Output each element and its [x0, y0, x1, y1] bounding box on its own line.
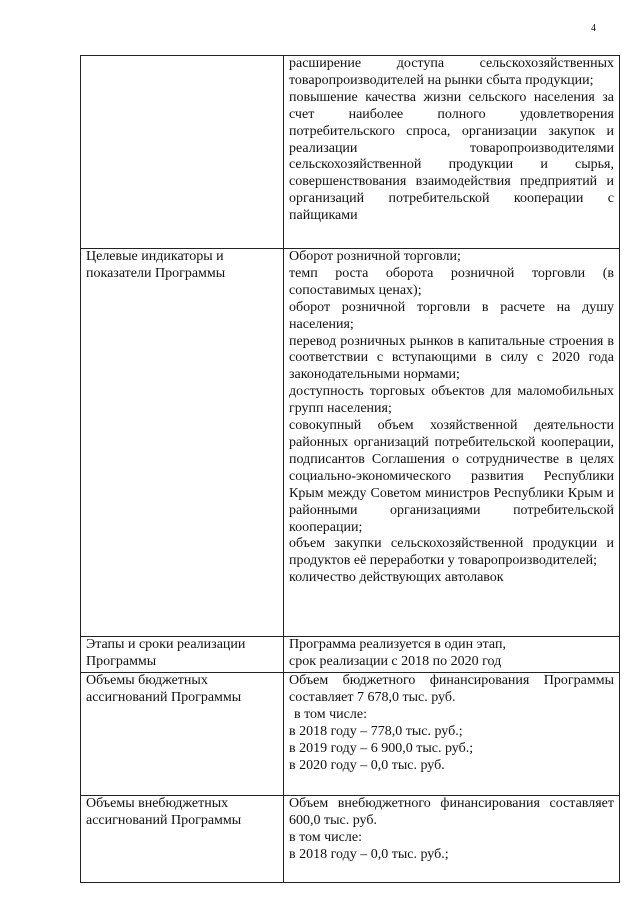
table-row: [81, 249, 620, 637]
list-item: доступность торговых объектов для маломобильных групп населения;: [289, 384, 614, 417]
page-number: 4: [591, 23, 596, 34]
row-content: [284, 56, 620, 249]
list-item: в том числе:: [289, 829, 362, 845]
list-item: количество действующих автолавок: [289, 570, 504, 586]
list-item: срок реализации с 2018 по 2020 год: [289, 653, 502, 669]
list-item: в 2018 году – 778,0 тыс. руб.;: [289, 723, 463, 739]
list-item: перевод розничных рынков в капитальные строения в соответствии с вступающими в силу с 2020 года законодательными нормами;: [289, 333, 614, 383]
list-item: повышение качества жизни сельского населения за счет наиболее полного удовлетворения потребительского спроса, организации закупок и реализации товаропроизводителями сельскохозяйственной продукции и сырья, совершенствования взаимодействия предприятий и организаций потребительской кооперации с пайщиками: [289, 89, 614, 224]
list-item: в 2020 году – 0,0 тыс. руб.: [289, 757, 445, 773]
table-row: [81, 673, 620, 796]
table-row: [81, 56, 620, 249]
program-passport-table: [80, 55, 620, 883]
list-item: Объем внебюджетного финансирования составляет 600,0 тыс. руб.: [289, 796, 614, 828]
list-item: совокупный объем хозяйственной деятельности районных организаций потребительской кооперации, подписантов Соглашения о сотрудничестве в целях социально-экономического развития Республики Крым между Советом министров Республики Крым и районными организациями потребительской кооперации;: [289, 418, 614, 535]
row-label: [81, 56, 284, 249]
table-row: [81, 796, 620, 883]
list-item: Объем бюджетного финансирования Программы составляет 7 678,0 тыс. руб.: [289, 673, 614, 705]
list-item: в 2018 году – 0,0 тыс. руб.;: [289, 846, 449, 862]
list-item: темп роста оборота розничной торговли (в сопоставимых ценах);: [289, 265, 614, 298]
row-content: [284, 796, 620, 883]
row-content: [284, 637, 620, 673]
row-label: Объемы внебюджетных ассигнований Программы: [81, 796, 284, 883]
list-item: Оборот розничной торговли;: [289, 249, 461, 264]
list-item: в том числе:: [294, 706, 367, 722]
row-label: Целевые индикаторы и показатели Программы: [81, 249, 284, 637]
table-row: [81, 637, 620, 673]
row-content: [284, 249, 620, 637]
list-item: объем закупки сельскохозяйственной продукции и продуктов её переработки у товаропроизводителей;: [289, 536, 614, 569]
row-label: Этапы и сроки реализации Программы: [81, 637, 284, 673]
row-content: [284, 673, 620, 796]
list-item: расширение доступа сельскохозяйственных товаропроизводителей на рынки сбыта продукции;: [289, 56, 614, 88]
list-item: оборот розничной торговли в расчете на душу населения;: [289, 299, 614, 332]
list-item: в 2019 году – 6 900,0 тыс. руб.;: [289, 740, 474, 756]
row-label: Объемы бюджетных ассигнований Программы: [81, 673, 284, 796]
list-item: Программа реализуется в один этап,: [289, 637, 506, 652]
